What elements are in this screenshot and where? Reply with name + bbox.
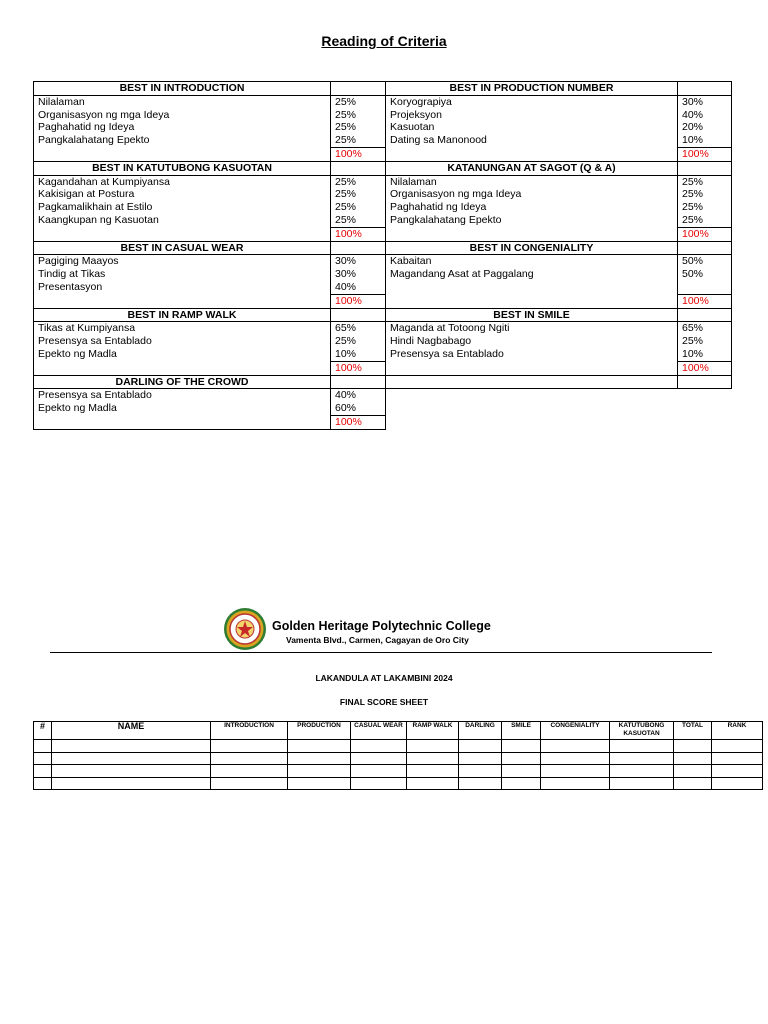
criteria-item-row: [34, 121, 732, 134]
criteria-total: 100%: [331, 227, 386, 241]
score-cell[interactable]: [407, 740, 459, 753]
criteria-item-pct: 25%: [331, 188, 386, 201]
score-cell[interactable]: [502, 765, 541, 778]
score-cell[interactable]: [541, 740, 610, 753]
criteria-header-row: [34, 161, 732, 175]
criteria-item-row: [34, 348, 732, 361]
criteria-title: BEST IN CASUAL WEAR: [34, 241, 331, 255]
criteria-item-pct: 25%: [678, 188, 732, 201]
score-column-header: CONGENIALITY: [541, 722, 610, 740]
score-cell[interactable]: [712, 765, 763, 778]
score-column-header: PRODUCTION: [288, 722, 351, 740]
score-cell[interactable]: [674, 765, 712, 778]
criteria-item-pct: 40%: [331, 281, 386, 294]
score-cell[interactable]: [610, 740, 674, 753]
criteria-empty-cell: [678, 402, 732, 415]
criteria-item-label: Kakisigan at Postura: [34, 188, 331, 201]
criteria-item-label: Paghahatid ng Ideya: [386, 201, 678, 214]
score-cell[interactable]: [288, 752, 351, 765]
criteria-total-row: [34, 415, 732, 429]
criteria-empty-cell: [386, 402, 678, 415]
criteria-item-label: Kagandahan at Kumpiyansa: [34, 175, 331, 188]
score-cell[interactable]: [459, 765, 502, 778]
criteria-item-row: [34, 402, 732, 415]
criteria-item-label: Maganda at Totoong Ngiti: [386, 322, 678, 335]
criteria-item-row: [34, 389, 732, 402]
criteria-item-pct: 10%: [678, 348, 732, 361]
header-divider: [50, 652, 712, 653]
criteria-total: 100%: [678, 294, 732, 308]
criteria-total-spacer: [34, 361, 331, 375]
criteria-item-label: Nilalaman: [34, 95, 331, 108]
criteria-item-label: Kabaitan: [386, 255, 678, 268]
criteria-table: [33, 81, 732, 430]
criteria-item-row: [34, 335, 732, 348]
score-cell[interactable]: [712, 777, 763, 790]
criteria-item-label: Epekto ng Madla: [34, 402, 331, 415]
criteria-header-blank: [331, 375, 386, 389]
criteria-total-spacer: [34, 415, 331, 429]
score-cell[interactable]: [502, 752, 541, 765]
criteria-header-blank: [678, 308, 732, 322]
criteria-total-spacer: [386, 147, 678, 161]
criteria-item-pct: 40%: [331, 389, 386, 402]
score-column-header: RANK: [712, 722, 763, 740]
criteria-item-label: Kaangkupan ng Kasuotan: [34, 214, 331, 227]
score-cell[interactable]: [541, 777, 610, 790]
criteria-item-row: [34, 322, 732, 335]
criteria-item-pct: 65%: [678, 322, 732, 335]
criteria-item-pct: 50%: [678, 268, 732, 281]
score-column-header: SMILE: [502, 722, 541, 740]
criteria-total-row: [34, 227, 732, 241]
score-cell[interactable]: [211, 740, 288, 753]
criteria-item-row: [34, 214, 732, 227]
final-score-table: [33, 721, 763, 790]
score-cell[interactable]: [288, 765, 351, 778]
score-cell[interactable]: [610, 765, 674, 778]
criteria-item-label: Presensya sa Entablado: [34, 335, 331, 348]
score-cell[interactable]: [211, 752, 288, 765]
criteria-total-spacer: [386, 227, 678, 241]
criteria-item-pct: 25%: [331, 95, 386, 108]
criteria-item-pct: 25%: [331, 175, 386, 188]
criteria-item-pct: [678, 281, 732, 294]
score-cell[interactable]: [502, 777, 541, 790]
criteria-item-pct: 50%: [678, 255, 732, 268]
criteria-total: 100%: [678, 227, 732, 241]
score-cell[interactable]: [407, 752, 459, 765]
criteria-header-blank: [678, 82, 732, 96]
criteria-empty-cell: [678, 375, 732, 389]
score-cell[interactable]: [211, 777, 288, 790]
score-cell[interactable]: [34, 777, 52, 790]
criteria-item-label: Presensya sa Entablado: [34, 389, 331, 402]
criteria-header-row: [34, 82, 732, 96]
criteria-empty-cell: [386, 415, 678, 429]
criteria-total-spacer: [34, 147, 331, 161]
score-column-header: CASUAL WEAR: [351, 722, 407, 740]
criteria-item-label: Pangkalahatang Epekto: [34, 134, 331, 147]
score-cell[interactable]: [502, 740, 541, 753]
table-row: [34, 777, 763, 790]
criteria-item-label: Koryograpiya: [386, 95, 678, 108]
criteria-total: 100%: [678, 361, 732, 375]
criteria-title: DARLING OF THE CROWD: [34, 375, 331, 389]
score-cell[interactable]: [288, 777, 351, 790]
score-cell[interactable]: [52, 752, 211, 765]
criteria-item-label: [386, 281, 678, 294]
criteria-item-row: [34, 255, 732, 268]
criteria-item-pct: 30%: [678, 95, 732, 108]
score-cell[interactable]: [351, 777, 407, 790]
college-address: Vamenta Blvd., Carmen, Cagayan de Oro City: [286, 635, 469, 645]
criteria-header-blank: [678, 161, 732, 175]
criteria-item-row: [34, 268, 732, 281]
score-cell[interactable]: [712, 752, 763, 765]
criteria-total-row: [34, 294, 732, 308]
criteria-total: 100%: [331, 147, 386, 161]
criteria-item-pct: 30%: [331, 268, 386, 281]
criteria-item-label: Hindi Nagbabago: [386, 335, 678, 348]
criteria-item-label: Tindig at Tikas: [34, 268, 331, 281]
sheet-title: FINAL SCORE SHEET: [339, 697, 429, 707]
criteria-empty-cell: [386, 375, 678, 389]
criteria-header-blank: [331, 161, 386, 175]
score-cell[interactable]: [351, 765, 407, 778]
score-cell[interactable]: [351, 740, 407, 753]
criteria-item-pct: 25%: [331, 134, 386, 147]
criteria-header-blank: [331, 241, 386, 255]
criteria-item-label: Presensya sa Entablado: [386, 348, 678, 361]
table-row: [34, 752, 763, 765]
score-cell[interactable]: [541, 752, 610, 765]
criteria-item-pct: 25%: [331, 201, 386, 214]
score-cell[interactable]: [288, 740, 351, 753]
score-cell[interactable]: [52, 740, 211, 753]
criteria-title: BEST IN KATUTUBONG KASUOTAN: [34, 161, 331, 175]
college-seal-icon: [223, 607, 267, 651]
table-row: [34, 765, 763, 778]
score-cell[interactable]: [407, 777, 459, 790]
criteria-item-label: Kasuotan: [386, 121, 678, 134]
criteria-total-spacer: [34, 227, 331, 241]
criteria-item-pct: 25%: [678, 335, 732, 348]
criteria-item-pct: 25%: [678, 201, 732, 214]
criteria-item-pct: 30%: [331, 255, 386, 268]
score-column-header: RAMP WALK: [407, 722, 459, 740]
criteria-item-row: [34, 175, 732, 188]
score-cell[interactable]: [459, 752, 502, 765]
criteria-total: 100%: [331, 361, 386, 375]
score-cell[interactable]: [34, 765, 52, 778]
criteria-item-row: [34, 134, 732, 147]
college-name: Golden Heritage Polytechnic College: [272, 619, 491, 633]
criteria-title: KATANUNGAN AT SAGOT (Q & A): [386, 161, 678, 175]
score-column-header: #: [34, 722, 52, 740]
score-cell[interactable]: [674, 752, 712, 765]
score-cell[interactable]: [459, 740, 502, 753]
criteria-header-blank: [331, 308, 386, 322]
criteria-item-label: Dating sa Manonood: [386, 134, 678, 147]
criteria-item-pct: 20%: [678, 121, 732, 134]
score-cell[interactable]: [34, 740, 52, 753]
score-column-header: NAME: [52, 722, 211, 740]
criteria-item-label: Tikas at Kumpiyansa: [34, 322, 331, 335]
score-column-header: DARLING: [459, 722, 502, 740]
criteria-item-label: Magandang Asat at Paggalang: [386, 268, 678, 281]
criteria-item-pct: 25%: [331, 121, 386, 134]
criteria-item-label: Presentasyon: [34, 281, 331, 294]
criteria-item-label: Pangkalahatang Epekto: [386, 214, 678, 227]
criteria-item-pct: 10%: [678, 134, 732, 147]
score-cell[interactable]: [34, 752, 52, 765]
criteria-item-label: Pagkamalikhain at Estilo: [34, 201, 331, 214]
score-cell[interactable]: [712, 740, 763, 753]
score-cell[interactable]: [610, 777, 674, 790]
criteria-title: BEST IN PRODUCTION NUMBER: [386, 82, 678, 96]
score-cell[interactable]: [459, 777, 502, 790]
score-column-header: KATUTUBONG KASUOTAN: [610, 722, 674, 740]
criteria-item-row: [34, 201, 732, 214]
criteria-item-pct: 25%: [331, 335, 386, 348]
criteria-item-label: Epekto ng Madla: [34, 348, 331, 361]
criteria-empty-cell: [386, 389, 678, 402]
criteria-header-blank: [678, 241, 732, 255]
criteria-header-blank: [331, 82, 386, 96]
criteria-total-spacer: [386, 361, 678, 375]
score-cell[interactable]: [674, 777, 712, 790]
criteria-item-pct: 25%: [331, 214, 386, 227]
criteria-item-pct: 25%: [678, 214, 732, 227]
score-column-header: INTRODUCTION: [211, 722, 288, 740]
criteria-total-row: [34, 147, 732, 161]
score-cell[interactable]: [211, 765, 288, 778]
criteria-title: BEST IN INTRODUCTION: [34, 82, 331, 96]
criteria-item-pct: 60%: [331, 402, 386, 415]
score-cell[interactable]: [407, 765, 459, 778]
table-row: [34, 740, 763, 753]
score-cell[interactable]: [610, 752, 674, 765]
criteria-item-label: Nilalaman: [386, 175, 678, 188]
criteria-total: 100%: [331, 415, 386, 429]
criteria-item-row: [34, 281, 732, 294]
criteria-item-pct: 10%: [331, 348, 386, 361]
criteria-header-row: [34, 241, 732, 255]
criteria-title: BEST IN RAMP WALK: [34, 308, 331, 322]
criteria-total: 100%: [331, 294, 386, 308]
score-cell[interactable]: [52, 765, 211, 778]
criteria-item-row: [34, 188, 732, 201]
criteria-header-row: [34, 308, 732, 322]
criteria-item-label: Organisasyon ng mga Ideya: [386, 188, 678, 201]
criteria-title: BEST IN CONGENIALITY: [386, 241, 678, 255]
score-cell[interactable]: [541, 765, 610, 778]
criteria-total-spacer: [386, 294, 678, 308]
score-cell[interactable]: [351, 752, 407, 765]
page-title: Reading of Criteria: [321, 33, 447, 49]
event-title: LAKANDULA AT LAKAMBINI 2024: [315, 673, 453, 683]
criteria-item-label: Pagiging Maayos: [34, 255, 331, 268]
criteria-item-row: [34, 95, 732, 108]
criteria-title: BEST IN SMILE: [386, 308, 678, 322]
score-column-header: TOTAL: [674, 722, 712, 740]
criteria-empty-cell: [678, 415, 732, 429]
criteria-item-label: Organisasyon ng mga Ideya: [34, 109, 331, 122]
criteria-item-label: Paghahatid ng Ideya: [34, 121, 331, 134]
criteria-empty-cell: [678, 389, 732, 402]
criteria-total-spacer: [34, 294, 331, 308]
criteria-item-label: Projeksyon: [386, 109, 678, 122]
criteria-item-pct: 40%: [678, 109, 732, 122]
score-cell[interactable]: [674, 740, 712, 753]
criteria-item-pct: 65%: [331, 322, 386, 335]
score-cell[interactable]: [52, 777, 211, 790]
criteria-item-pct: 25%: [678, 175, 732, 188]
criteria-header-row: [34, 375, 732, 389]
criteria-total-row: [34, 361, 732, 375]
criteria-total: 100%: [678, 147, 732, 161]
criteria-item-row: [34, 109, 732, 122]
criteria-item-pct: 25%: [331, 109, 386, 122]
